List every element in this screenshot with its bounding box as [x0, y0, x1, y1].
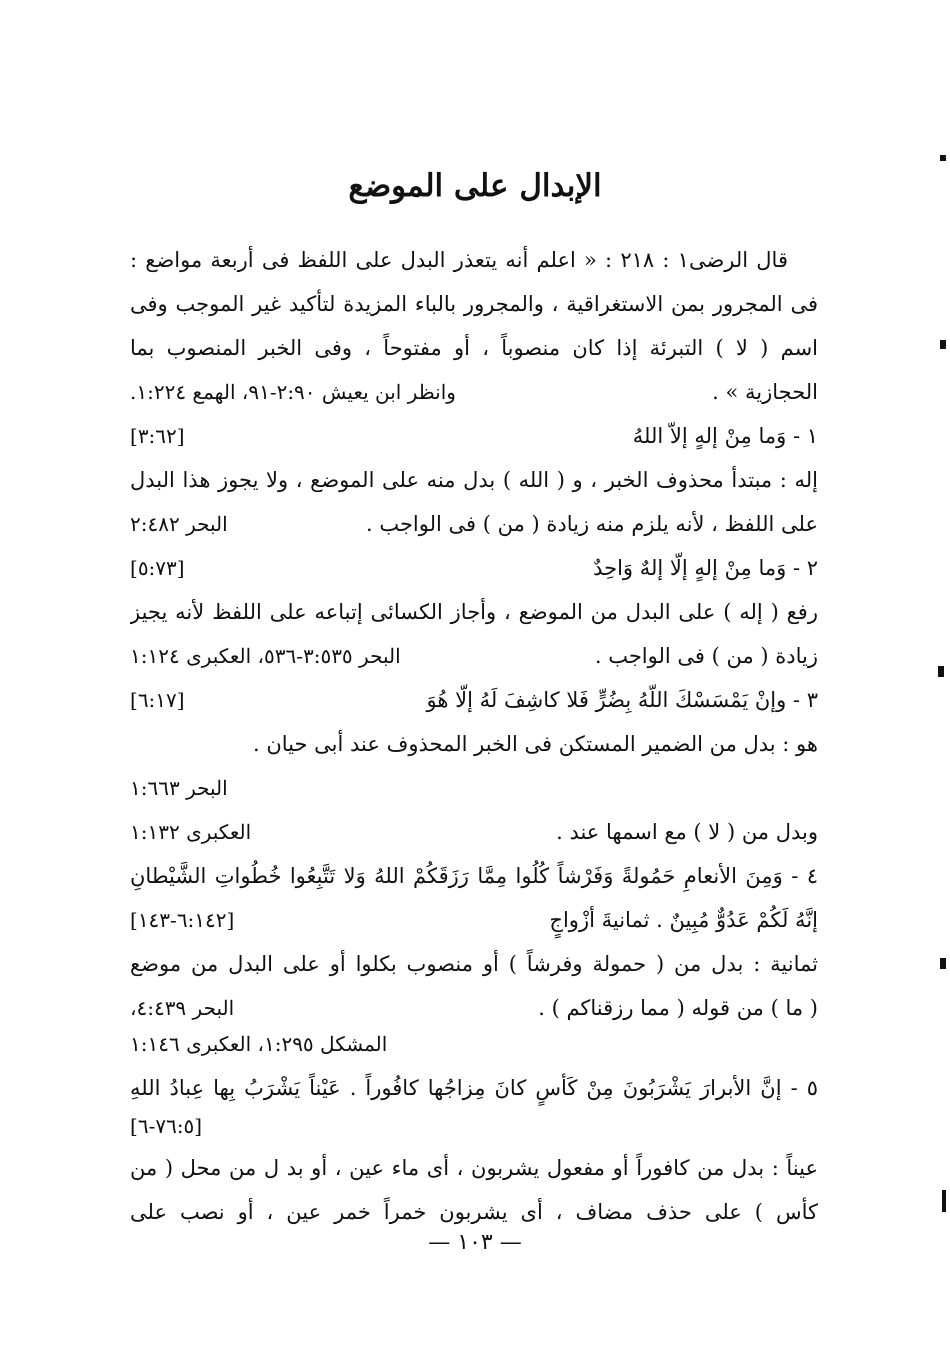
source-reference: البحر ٤:٤٣٩،	[130, 996, 235, 1020]
verse-line	[130, 898, 818, 942]
paragraph-text: الحجازية » .	[712, 380, 818, 404]
verse-text: ١ - وَما مِنْ إلهٍ إلاّ اللهُ	[632, 424, 818, 448]
page-number: — ١٠٣ —	[428, 1230, 522, 1255]
commentary-line: إله : مبتدأ محذوف الخبر ، و ( الله ) بدل منه على الموضع ، ولا يجوز هذا البدل	[130, 468, 818, 492]
source-reference: وانظر ابن يعيش ٢:٩٠-٩١، الهمع ١:٢٢٤.	[130, 380, 456, 404]
paragraph-line	[130, 370, 818, 414]
verse-text: ٣ - وإنْ يَمْسَسْكَ اللّهُ بِضُرٍّ فَلا كاشِفَ لَهُ إلّا هُوَ	[426, 688, 818, 712]
source-reference: العكبرى ١:١٣٢	[130, 820, 252, 844]
verse-text: ٢ - وَما مِنْ إلهٍ إلّا إلهٌ وَاحِدٌ	[593, 556, 818, 580]
verse-text: إنَّهُ لَكُمْ عَدُوٌّ مُبِينٌ . ثمانيةَ أزْواجٍ	[549, 908, 818, 932]
commentary-line	[130, 810, 818, 854]
commentary-line: عيناً : بدل من كافوراً أو مفعول يشربون ، أى ماء عين ، أو بد ل من محل ( من	[130, 1156, 818, 1180]
scan-mark	[940, 958, 946, 969]
commentary-line	[130, 1022, 818, 1066]
verse-line: ٥ - إنَّ الأبرارَ يَشْرَبُونَ مِنْ كَأسٍ كانَ مِزاجُها كافُوراً . عَيْناً يَشْرَبُ بِها عِبادُ اللهِ	[130, 1076, 818, 1100]
paragraph-line: فى المجرور بمن الاستغراقية ، والمجرور بالباء المزيدة لتأكيد غير الموجب وفى	[130, 292, 818, 316]
verse-line	[130, 1104, 818, 1148]
commentary-text: زيادة ( من ) فى الواجب .	[594, 644, 818, 668]
verse-reference: [٦:١٧]	[130, 688, 185, 712]
verse-line	[130, 678, 818, 722]
commentary-text: على اللفظ ، لأنه يلزم منه زيادة ( من ) فى الواجب .	[365, 512, 818, 536]
paragraph-line: اسم ( لا ) التبرئة إذا كان منصوباً ، أو مفتوحاً ، وفى الخبر المنصوب بما	[130, 336, 818, 360]
scan-mark	[940, 155, 946, 161]
scan-mark	[940, 340, 946, 349]
scan-mark	[942, 1190, 946, 1212]
verse-line: ٤ - وَمِنَ الأنعامِ حَمُولةً وَفَرْشاً كُلُوا مِمَّا رَزَقَكُمْ اللهُ وَلا تَتَّبِعُوا خُطُواتِ الشَّيْطانِ	[130, 864, 818, 888]
verse-reference: [٧٦:٥-٦]	[130, 1114, 203, 1138]
commentary-line	[130, 634, 818, 678]
verse-reference: [٣:٦٢]	[130, 424, 185, 448]
commentary-line: ثمانية : بدل من ( حمولة وفرشاً ) أو منصوب بكلوا أو على البدل من موضع	[130, 952, 818, 976]
scan-mark	[938, 666, 944, 677]
source-reference: البحر ٣:٥٣٥-٥٣٦، العكبرى ١:١٢٤	[130, 644, 401, 668]
commentary-line: رفع ( إله ) على البدل من الموضع ، وأجاز الكسائى إتباعه على اللفظ لأنه يجيز	[130, 600, 818, 624]
commentary-text: وبدل من ( لا ) مع اسمها عند .	[556, 820, 818, 844]
page-title: الإبدال على الموضع	[348, 168, 602, 204]
source-reference: البحر ٢:٤٨٢	[130, 512, 228, 536]
paragraph-line: قال الرضى١ : ٢١٨ : « اعلم أنه يتعذر البدل على اللفظ فى أربعة مواضع :	[130, 248, 788, 272]
source-reference: المشكل ١:٢٩٥، العكبرى ١:١٤٦	[130, 1032, 388, 1056]
commentary-line: كأس ) على حذف مضاف ، أى يشربون خمراً خمر عين ، أو نصب على	[130, 1200, 818, 1224]
verse-reference: [٥:٧٣]	[130, 556, 185, 580]
commentary-line: هو : بدل من الضمير المستكن فى الخبر المحذوف عند أبى حيان .	[252, 732, 818, 756]
commentary-line	[130, 766, 818, 810]
verse-line	[130, 546, 818, 590]
source-reference: البحر ١:٦٦٣	[130, 776, 228, 800]
commentary-text: ( ما ) من قوله ( مما رزقناكم ) .	[538, 996, 818, 1020]
commentary-line	[130, 502, 818, 546]
verse-reference: [٦:١٤٢-١٤٣]	[130, 908, 235, 932]
verse-line	[130, 414, 818, 458]
